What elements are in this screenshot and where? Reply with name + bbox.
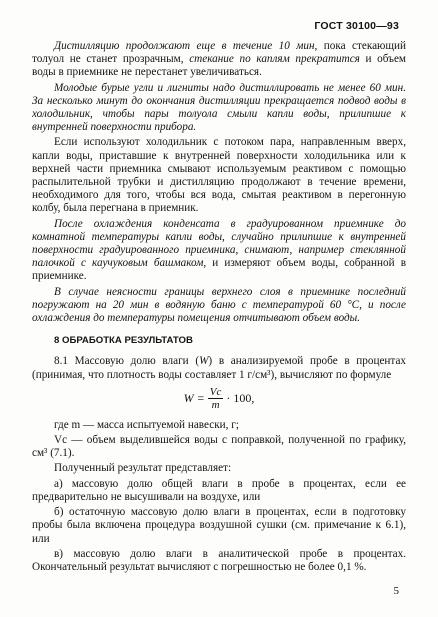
paragraph-1-italic-a: Дистилляцию продолжают еще в течение 10 мин bbox=[54, 40, 315, 52]
paragraph-4-italic-a: После охлаждения конденсата в градуированном приемнике до комнатной температуры капли воды, случайно прилипшие к внутренней поверхности градуированного приемника, снимают, например стеклянной палочкой с каучуковым башмаком, bbox=[32, 217, 406, 270]
clause-8-1-rest: ) в анализируемой пробе в процентах (принимая, что плотность воды составляет 1 г/см³), вычисляют по формуле bbox=[32, 355, 407, 381]
standard-header: ГОСТ 30100—93 bbox=[314, 20, 399, 32]
result-item-c: в) массовую долю влаги в аналитической пробе в процентах. Окончательный результат вычисляют с погрешностью не более 0,1 %. bbox=[32, 547, 406, 573]
paragraph-1-text-d: и объем воды в приемнике не перестанет увеличиваться. bbox=[32, 53, 407, 79]
formula-numerator: Vc bbox=[209, 385, 222, 398]
formula-lhs: W = bbox=[183, 390, 205, 405]
definition-mass: где m — масса испытуемой навески, г; bbox=[54, 418, 239, 431]
formula-fraction bbox=[208, 386, 224, 411]
result-item-b: б) остаточную массовую долю влаги в процентах, если в подготовку пробы была включена процедура воздушной сушки (см. примечание к 6.1), или bbox=[32, 506, 406, 545]
paragraph-1 bbox=[32, 40, 406, 80]
paragraph-5: В случае неясности границы верхнего слоя в приемнике последний погружают на 20 мин в водяную баню с температурой 60 °С, и после охлаждения до температуры помещения отчитывают объем воды. bbox=[32, 285, 406, 325]
clause-8-1 bbox=[32, 355, 406, 381]
paragraph-4-text-b: и измеряют объем воды, собранной в приемнике. bbox=[32, 257, 406, 283]
section-heading: 8 ОБРАБОТКА РЕЗУЛЬТАТОВ bbox=[54, 335, 193, 347]
paragraph-1-italic-c: стекание по каплям прекратится bbox=[189, 53, 360, 66]
result-item-a: а) массовую долю общей влаги в пробе в процентах, если ее предварительно не высушивали на воздухе, или bbox=[32, 477, 406, 503]
paragraph-4 bbox=[32, 218, 406, 284]
clause-8-1-symbol: W bbox=[199, 355, 209, 368]
paragraph-1-text-b: , пока стекающий толуол не станет прозрачным, bbox=[32, 40, 407, 66]
paragraph-3: Если используют холодильник с потоком пара, направленным вверх, капли воды, приставшие к внутренней поверхности холодильника или к верхней части приемника смывают используемым реактивом с помощью распылительной трубки и дистилляцию продолжают в течение времени, необходимого для того, чтобы вся вода, смытая реактивом в перегонную колбу, была перегнана в приемник. bbox=[32, 136, 406, 215]
definition-volume: Vc — объем выделившейся воды с поправкой, полученной по графику, см³ (7.1). bbox=[32, 434, 406, 460]
formula-denominator: m bbox=[211, 398, 220, 411]
formula-rhs: · 100, bbox=[226, 390, 255, 405]
page-number: 5 bbox=[393, 585, 399, 597]
results-intro: Полученный результат представляет: bbox=[54, 462, 232, 475]
moisture-formula bbox=[32, 386, 406, 411]
clause-8-1-lead: 8.1 Массовую долю влаги ( bbox=[54, 355, 200, 368]
formula-definitions bbox=[32, 419, 406, 461]
document-body bbox=[32, 40, 406, 576]
paragraph-2: Молодые бурые угли и лигниты надо дистиллировать не менее 60 мин. За несколько минут до окончания дистилляции прекращается подвод воды в холодильник, чтобы пары толуола смыли капли воды, прилипшие к внутренней поверхности прибора. bbox=[32, 81, 406, 134]
